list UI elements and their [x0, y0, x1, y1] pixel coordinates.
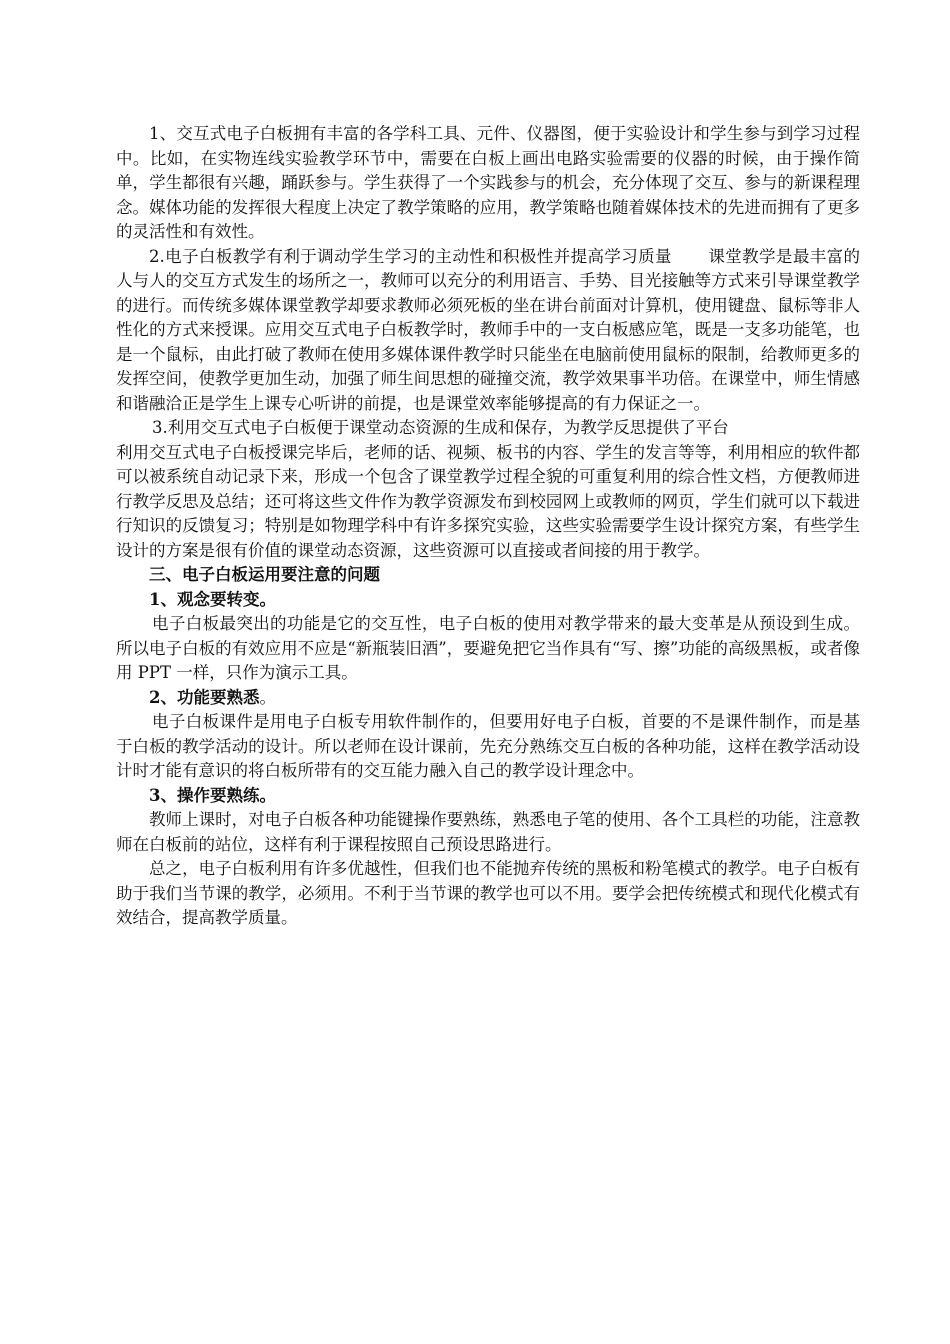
- item-heading-concept: 1、观念要转变。: [149, 589, 276, 609]
- paragraph-initiative-body: 课堂教学是最丰富的人与人的交互方式发生的场所之一，教师可以充分的利用语言、手势、目光接触等方式来引导课堂教学的进行。而传统多媒体课堂教学却要求教师必须死板的坐在讲台前面对计算机，使用键盘、鼠标等非人性化的方式来授课。应用交互式电子白板教学时，教师手中的一支白板感应笔，既是一支多功能笔，也是一个鼠标，由此打破了教师在使用多媒体课件教学时只能坐在电脑前使用鼠标的限制，给教师更多的发挥空间，使教学更加生动，加强了师生间思想的碰撞交流，教学效果事半功倍。在课堂中，师生情感和谐融洽正是学生上课专心听讲的前提，也是课堂效率能够提高的有力保证之一。: [116, 246, 860, 413]
- paragraph-resources-lead: 3.利用交互式电子白板便于课堂动态资源的生成和保存，为教学反思提供了平台: [152, 418, 729, 437]
- item-heading-functions-end: 。: [259, 687, 276, 707]
- item-body-functions: 电子白板课件是用电子白板专用软件制作的，但要用好电子白板，首要的不是课件制作，而是基于白板的教学活动的设计。所以老师在设计课前，先充分熟练交互白板的各种功能，这样在教学活动设计时才能有意识的将白板所带有的交互能力融入自己的教学设计理念中。: [116, 712, 860, 780]
- paragraph-conclusion: 总之，电子白板利用有许多优越性，但我们也不能抛弃传统的黑板和粉笔模式的教学。电子白板有助于我们当节课的教学，必须用。不利于当节课的教学也可以不用。要学会把传统模式和现代化模式有效结合，提高教学质量。: [116, 859, 860, 927]
- item-heading-functions: [116, 686, 860, 711]
- item-heading-functions-text: 2、功能要熟悉: [149, 687, 260, 707]
- paragraph-initiative: [116, 245, 860, 417]
- paragraph-initiative-lead: 2.电子白板教学有利于调动学生学习的主动性和积极性并提高学习质量: [149, 246, 672, 266]
- item-body-operation: 教师上课时，对电子白板各种功能键操作要熟练，熟悉电子笔的使用、各个工具栏的功能，注意教师在白板前的站位，这样有利于课程按照自己预设思路进行。: [116, 810, 860, 854]
- document-page: [116, 122, 860, 931]
- item-heading-operation: 3、操作要熟练。: [149, 785, 276, 805]
- item-body-concept: 电子白板最突出的功能是它的交互性，电子白板的使用对教学带来的最大变革是从预设到生成。所以电子白板的有效应用不应是“新瓶装旧酒”，要避免把它当作具有“写、擦”功能的高级黑板，或者像用 PPT 一样，只作为演示工具。: [116, 614, 860, 682]
- section-heading-issues: 三、电子白板运用要注意的问题: [149, 565, 380, 584]
- paragraph-whiteboard-tools: 1、交互式电子白板拥有丰富的各学科工具、元件、仪器图，便于实验设计和学生参与到学习过程中。比如，在实物连线实验教学环节中，需要在白板上画出电路实验需要的仪器的时候，由于操作简单，学生都很有兴趣，踊跃参与。学生获得了一个实践参与的机会，充分体现了交互、参与的新课程理念。媒体功能的发挥很大程度上决定了教学策略的应用，教学策略也随着媒体技术的先进而拥有了更多的灵活性和有效性。: [116, 124, 860, 241]
- paragraph-resources-body: 利用交互式电子白板授课完毕后，老师的话、视频、板书的内容、学生的发言等等，利用相应的软件都可以被系统自动记录下来，形成一个包含了课堂教学过程全貌的可重复利用的综合性文档，方便教师进行教学反思及总结；还可将这些文件作为教学资源发布到校园网上或教师的网页，学生们就可以下载进行知识的反馈复习；特别是如物理学科中有许多探究实验，这些实验需要学生设计探究方案，有些学生设计的方案是很有价值的课堂动态资源，这些资源可以直接或者间接的用于教学。: [116, 442, 860, 560]
